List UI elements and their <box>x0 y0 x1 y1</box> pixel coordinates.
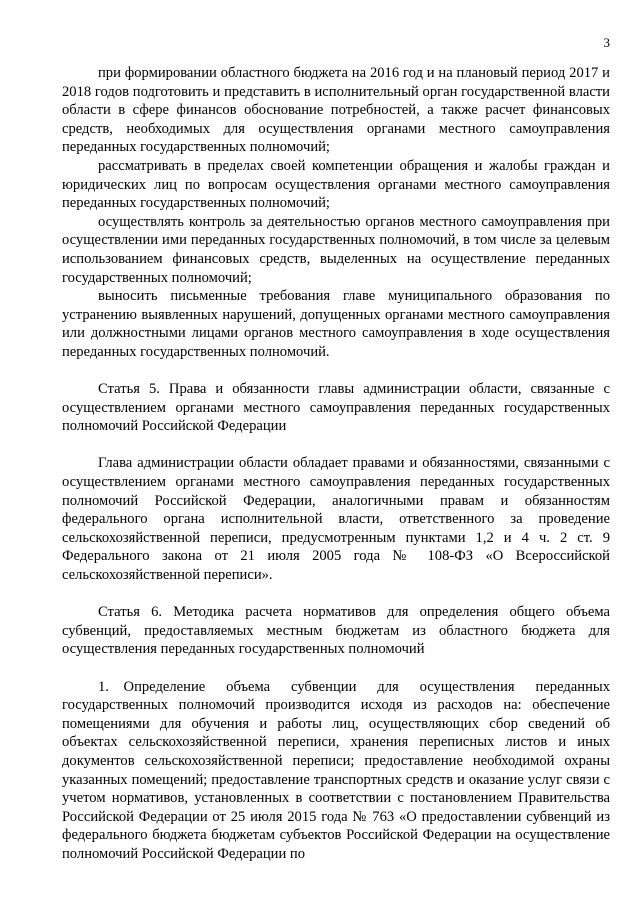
article-5-heading: Статья 5. Права и обязанности главы администрации области, связанные с осуществлением органами местного самоуправления переданных государственных полномочий Российской Федерации <box>62 381 610 435</box>
section-spacer <box>62 659 610 678</box>
section-spacer <box>62 436 610 455</box>
paragraph-complaints-review: рассматривать в пределах своей компетенции обращения и жалобы граждан и юридических лиц по вопросам осуществления органами местного самоуправления переданных государственных полномочий; <box>62 157 610 212</box>
paragraph-control-activity: осуществлять контроль за деятельностью органов местного самоуправления при осуществлении ими переданных государственных полномочий, в том числе за целевым использованием финансовых средств, выделенных на осуществление переданных государственных полномочий; <box>62 213 610 286</box>
section-spacer <box>62 585 610 604</box>
article-6-item-1: 1. Определение объема субвенции для осуществления переданных государственных полномочий производится исходя из расходов на: обеспечение помещениями для обучения и работы лиц, осуществляющих сбор сведений об объектах сельскохозяйственной переписи, хранения переписных листов и иных документов сельскохозяйственной переписи; предоставление необходимой охраны указанных помещений; предоставление транспортных средств и оказание услуг связи с учетом нормативов, установленных в соответствии с постановлением Правительства Российской Федерации от 25 июля 2015 года № 763 «О предоставлении субвенций из федерального бюджета бюджетам субъектов Российской Федерации на осуществление полномочий Российской Федерации по <box>62 678 610 862</box>
paragraph-written-requirements: выносить письменные требования главе муниципального образования по устранению выявленных нарушений, допущенных органами местного самоуправления или должностными лицами органов местного самоуправления в ходе осуществления переданных государственных полномочий. <box>62 288 610 360</box>
article-5-text: Глава администрации области обладает правами и обязанностями, связанными с осуществлением органами местного самоуправления переданных государственных полномочий Российской Федерации, аналогичными правам и обязанностям федерального органа исполнительной власти, ответственного за проведение сельскохозяйственной переписи, предусмотренным пунктами 1,2 и 4 ч. 2 ст. 9 Федерального закона от 21 июля 2005 года № 108-ФЗ «О Всероссийской сельскохозяйственной переписи». <box>62 455 610 584</box>
page-number: 3 <box>603 35 610 50</box>
document-body <box>62 64 610 864</box>
paragraph-budget-preparation: при формировании областного бюджета на 2016 год и на плановый период 2017 и 2018 годов подготовить и представить в исполнительный орган государственной власти области в сфере финансов обоснование потребностей, а также расчет финансовых средств, необходимых для осуществления органами местного самоуправления переданных государственных полномочий; <box>62 65 610 156</box>
article-6-heading: Статья 6. Методика расчета нормативов для определения общего объема субвенций, предоставляемых местным бюджетам из областного бюджета для осуществления переданных государственных полномочий <box>62 604 610 658</box>
section-spacer <box>62 362 610 381</box>
